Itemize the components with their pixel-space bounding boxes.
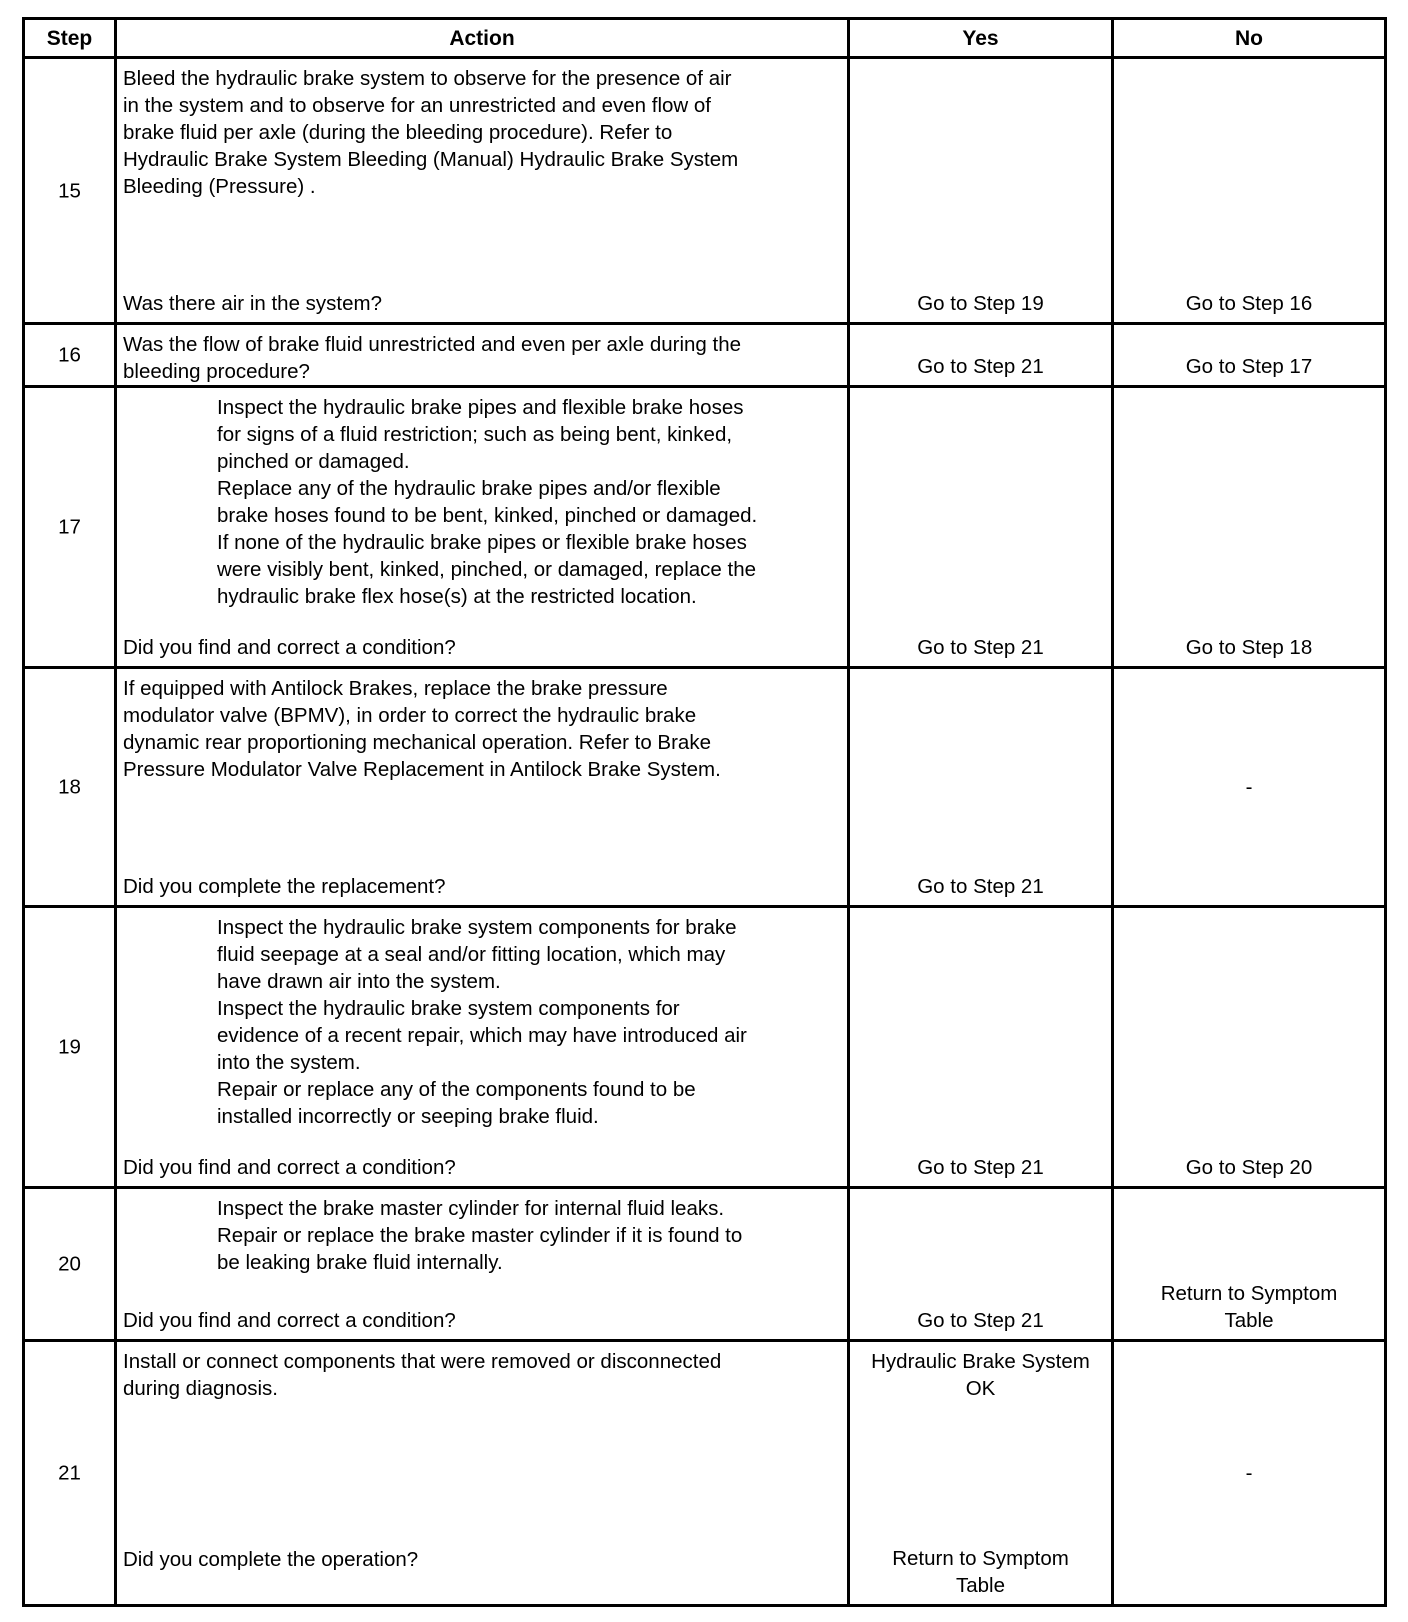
yes-result: Go to Step 21 <box>917 875 1044 898</box>
action-line: Bleed the hydraulic brake system to observe for the presence of air <box>123 67 732 90</box>
no-cell <box>1114 59 1384 322</box>
header-action: Action <box>117 20 850 56</box>
action-question: Did you complete the replacement? <box>123 875 446 898</box>
yes-cell <box>850 1342 1114 1604</box>
action-text <box>217 1195 841 1276</box>
step-cell <box>25 1189 117 1339</box>
table-header-row <box>25 20 1384 59</box>
header-yes: Yes <box>850 20 1114 56</box>
step-cell <box>25 669 117 905</box>
action-line: in the system and to observe for an unrestricted and even flow of <box>123 94 711 117</box>
no-result: Go to Step 16 <box>1185 292 1313 315</box>
yes-cell <box>850 908 1114 1186</box>
action-line: Repair or replace the brake master cylinder if it is found to <box>217 1224 743 1247</box>
yes-result: Go to Step 21 <box>917 636 1044 659</box>
action-text <box>123 331 841 385</box>
yes-cell <box>850 1189 1114 1339</box>
no-cell <box>1114 388 1384 666</box>
step-number: 20 <box>58 1252 81 1276</box>
action-text <box>123 675 841 783</box>
action-question: Did you complete the operation? <box>123 1548 419 1571</box>
action-line: Replace any of the hydraulic brake pipes and/or flexible <box>217 477 721 500</box>
action-line: fluid seepage at a seal and/or fitting location, which may <box>217 943 726 966</box>
header-step: Step <box>25 20 117 56</box>
table-row-step-16 <box>25 325 1384 388</box>
action-question: Did you find and correct a condition? <box>123 636 456 659</box>
no-cell <box>1114 1189 1384 1339</box>
action-line: Inspect the hydraulic brake system components for <box>217 997 680 1020</box>
yes-cell <box>850 325 1114 385</box>
action-line: during diagnosis. <box>123 1377 278 1400</box>
yes-cell <box>850 59 1114 322</box>
no-cell <box>1114 1342 1384 1604</box>
yes-result-line: Hydraulic Brake System <box>871 1350 1090 1373</box>
no-result: Go to Step 17 <box>1185 355 1313 378</box>
yes-result: Go to Step 21 <box>917 1156 1044 1179</box>
action-line: Inspect the hydraulic brake system components for brake <box>217 916 737 939</box>
no-result: Go to Step 18 <box>1185 636 1313 659</box>
step-number: 19 <box>58 1035 81 1059</box>
table-row-step-15 <box>25 59 1384 325</box>
step-cell <box>25 908 117 1186</box>
table-row-step-19 <box>25 908 1384 1189</box>
table-row-step-21 <box>25 1342 1384 1604</box>
action-line: Inspect the brake master cylinder for internal fluid leaks. <box>217 1197 725 1220</box>
action-cell <box>117 388 850 666</box>
action-line: Repair or replace any of the components found to be <box>217 1078 696 1101</box>
action-line: installed incorrectly or seeping brake fluid. <box>217 1105 599 1128</box>
action-line: If equipped with Antilock Brakes, replace the brake pressure <box>123 677 668 700</box>
yes-result-line: OK <box>965 1377 996 1400</box>
action-line: have drawn air into the system. <box>217 970 501 993</box>
no-result-line: Table <box>1224 1309 1274 1332</box>
no-result-line: Return to Symptom <box>1160 1282 1338 1305</box>
action-line: brake fluid per axle (during the bleeding procedure). Refer to <box>123 121 673 144</box>
diagnostic-table <box>22 17 1387 1607</box>
yes-result-top <box>850 1348 1111 1402</box>
step-number: 18 <box>58 775 81 799</box>
action-line: Inspect the hydraulic brake pipes and flexible brake hoses <box>217 396 744 419</box>
step-number: 17 <box>58 515 81 539</box>
yes-result-line: Return to Symptom <box>892 1547 1069 1570</box>
action-cell <box>117 908 850 1186</box>
action-text <box>123 65 841 200</box>
action-text <box>217 914 841 1130</box>
action-line: Bleeding (Pressure) . <box>123 175 316 198</box>
action-line: pinched or damaged. <box>217 450 410 473</box>
no-cell <box>1114 325 1384 385</box>
step-cell <box>25 388 117 666</box>
yes-cell <box>850 388 1114 666</box>
action-line: hydraulic brake flex hose(s) at the restricted location. <box>217 585 697 608</box>
yes-result: Go to Step 21 <box>917 355 1044 378</box>
header-no: No <box>1235 26 1263 50</box>
action-cell <box>117 1189 850 1339</box>
action-line: Install or connect components that were removed or disconnected <box>123 1350 722 1373</box>
step-cell <box>25 1342 117 1604</box>
no-result: Go to Step 20 <box>1185 1156 1313 1179</box>
action-line: for signs of a fluid restriction; such as being bent, kinked, <box>217 423 733 446</box>
action-line: were visibly bent, kinked, pinched, or damaged, replace the <box>217 558 757 581</box>
action-line: dynamic rear proportioning mechanical operation. Refer to Brake <box>123 731 711 754</box>
no-cell <box>1114 669 1384 905</box>
yes-result-line: Table <box>955 1574 1005 1597</box>
action-cell <box>117 669 850 905</box>
action-line: into the system. <box>217 1051 361 1074</box>
action-cell <box>117 59 850 322</box>
action-cell <box>117 1342 850 1604</box>
yes-result: Go to Step 21 <box>917 1309 1044 1332</box>
action-line: modulator valve (BPMV), in order to correct the hydraulic brake <box>123 704 697 727</box>
table-row-step-18 <box>25 669 1384 908</box>
action-text <box>123 1348 841 1402</box>
no-result: - <box>1245 775 1253 799</box>
action-line: Pressure Modulator Valve Replacement in Antilock Brake System. <box>123 758 721 781</box>
step-number: 15 <box>58 179 81 202</box>
action-line: evidence of a recent repair, which may have introduced air <box>217 1024 747 1047</box>
action-question: Did you find and correct a condition? <box>123 1156 456 1179</box>
table-row-step-20 <box>25 1189 1384 1342</box>
yes-cell <box>850 669 1114 905</box>
yes-result: Go to Step 19 <box>917 292 1044 315</box>
step-cell <box>25 59 117 322</box>
step-cell <box>25 325 117 385</box>
no-cell <box>1114 908 1384 1186</box>
step-number: 21 <box>58 1461 81 1485</box>
action-question: Did you find and correct a condition? <box>123 1309 456 1332</box>
action-line: brake hoses found to be bent, kinked, pinched or damaged. <box>217 504 758 527</box>
action-question: Was there air in the system? <box>123 292 383 315</box>
table-row-step-17 <box>25 388 1384 669</box>
action-line: Was the flow of brake fluid unrestricted and even per axle during the <box>123 333 742 356</box>
action-text <box>217 394 841 610</box>
action-line: be leaking brake fluid internally. <box>217 1251 503 1274</box>
action-line: If none of the hydraulic brake pipes or flexible brake hoses <box>217 531 747 554</box>
no-result <box>1114 1280 1384 1334</box>
action-cell <box>117 325 850 385</box>
action-line: Hydraulic Brake System Bleeding (Manual) Hydraulic Brake System <box>123 148 739 171</box>
action-line: bleeding procedure? <box>123 360 310 383</box>
no-result: - <box>1245 1461 1253 1485</box>
yes-result-bottom <box>850 1545 1111 1599</box>
step-number: 16 <box>58 343 81 367</box>
